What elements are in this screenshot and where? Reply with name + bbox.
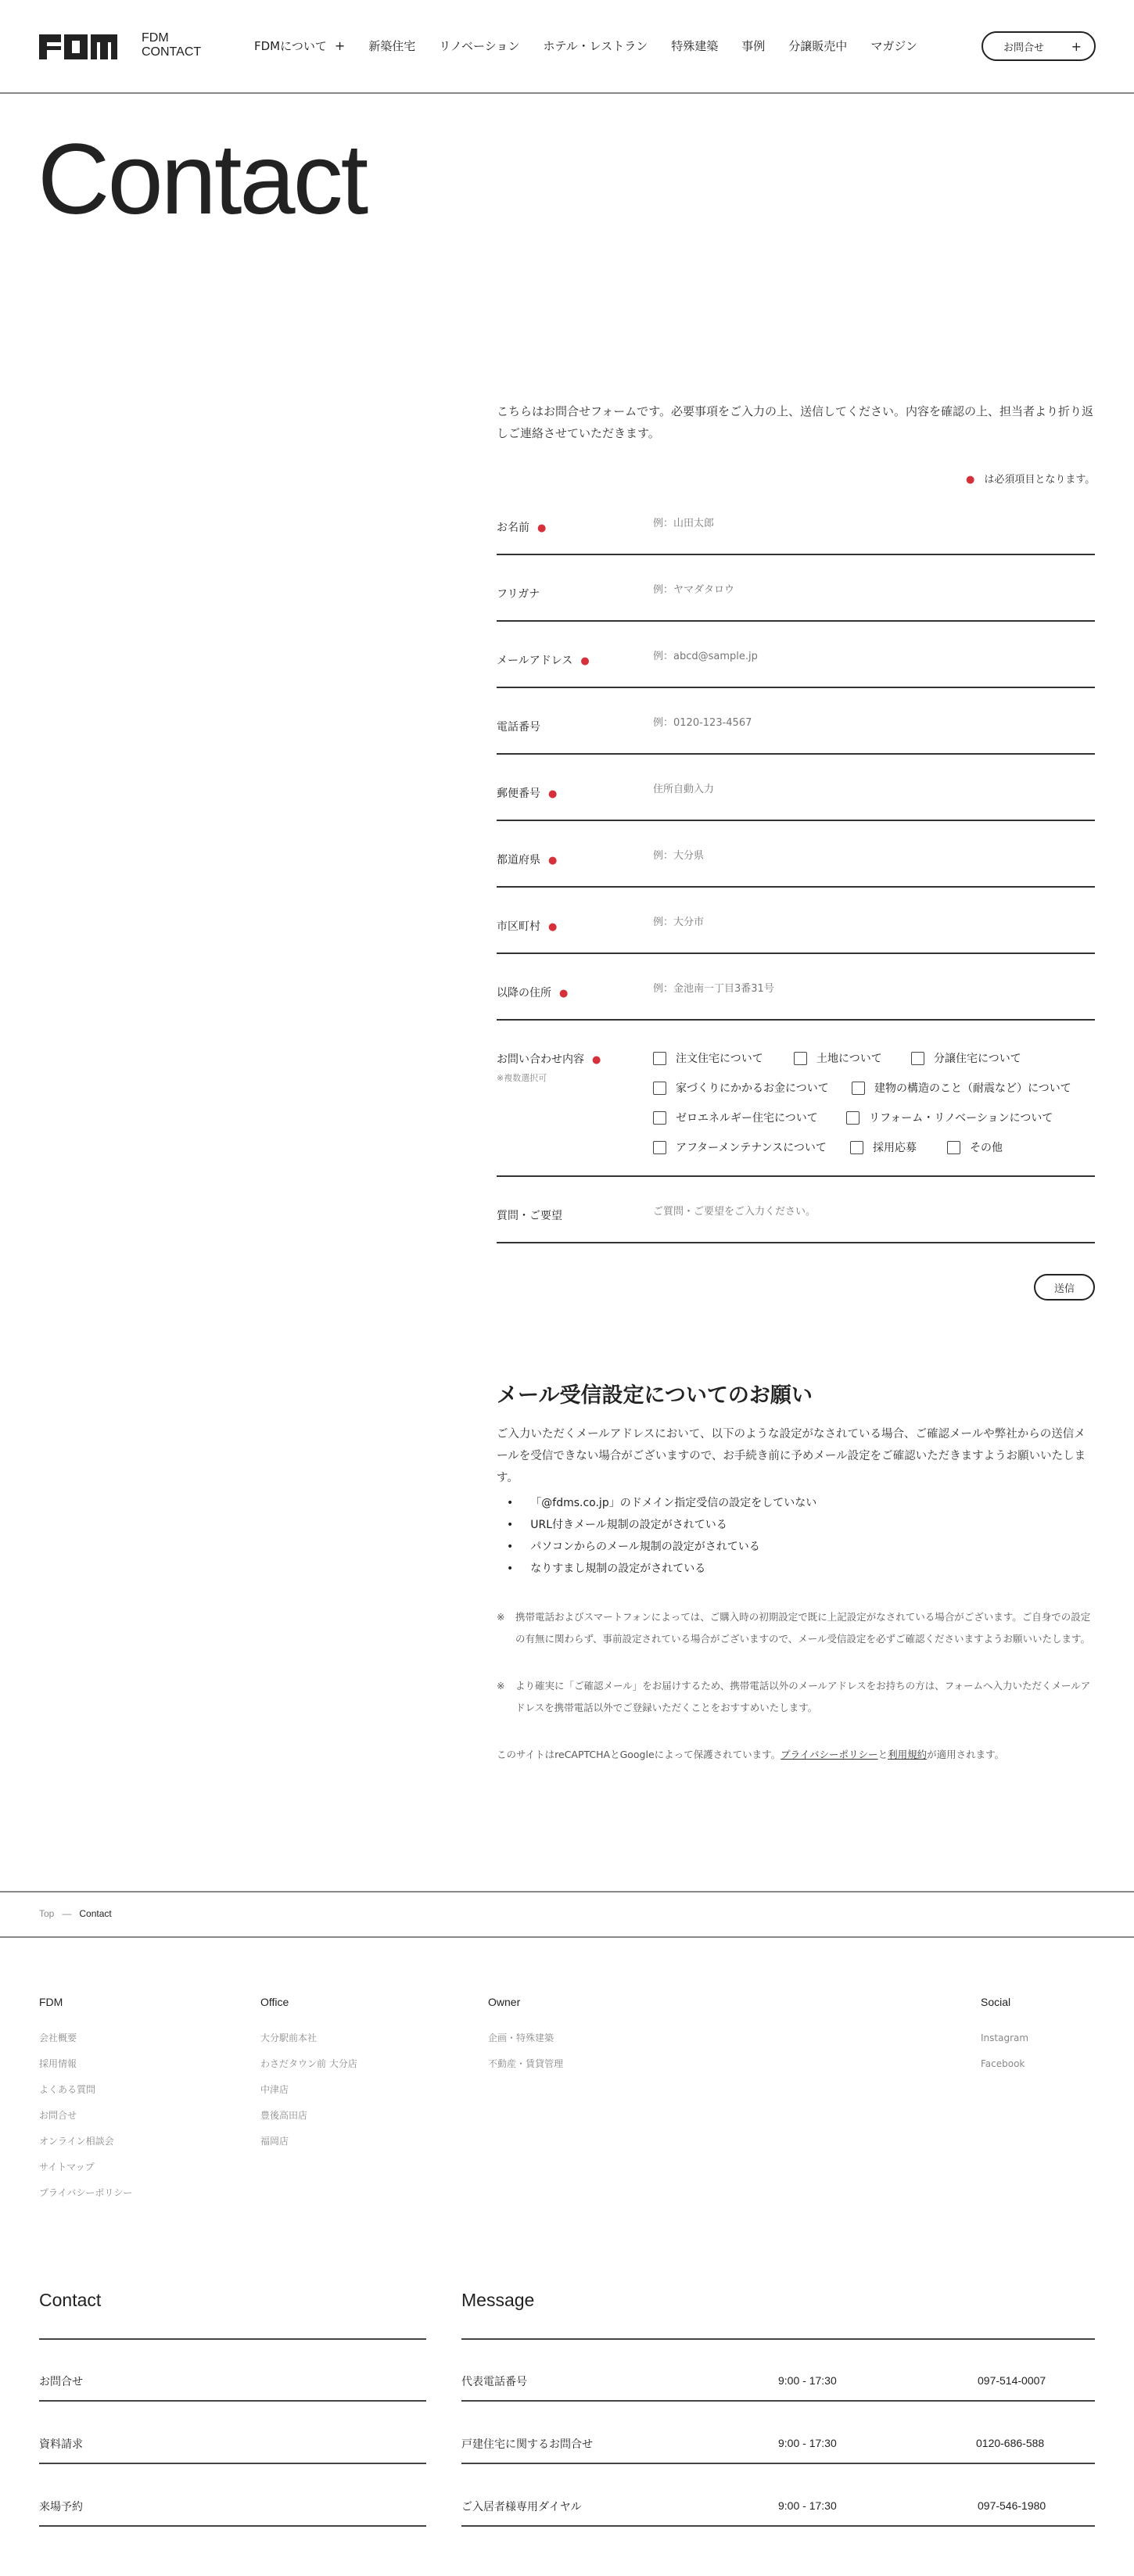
breadcrumb-current: Contact	[79, 1908, 112, 1919]
checkbox-reform[interactable]: リフォーム・リノベーションについて	[846, 1110, 1053, 1125]
footer-col-title: Office	[260, 1996, 289, 2008]
field-label: 市区町村 ●	[497, 920, 558, 933]
site-name-line2: CONTACT	[142, 45, 202, 59]
checkbox-ready-built[interactable]: 分譲住宅について	[911, 1050, 1021, 1066]
main-nav	[254, 38, 941, 54]
recaptcha-text: このサイトはreCAPTCHAとGoogleによって保護されています。	[497, 1749, 781, 1760]
checkbox-other[interactable]: その他	[947, 1139, 1003, 1155]
list-item: • URL付きメール規制の設定がされている	[507, 1514, 816, 1536]
note-text: より確実に「ご確認メール」をお届けするため、携帯電話以外のメールアドレスをお持ちの方は、フォームへ入力いただくメールアドレスを携帯電話以外でご登録いただくことをおすすめいたします。	[515, 1680, 1091, 1713]
field-message	[497, 1197, 1095, 1243]
checkbox-maintenance[interactable]: アフターメンテナンスについて	[653, 1139, 827, 1155]
checkbox-icon	[794, 1052, 807, 1065]
footer-link[interactable]: 採用情報	[39, 2058, 77, 2069]
required-note	[966, 471, 1095, 486]
fdm-logo[interactable]	[39, 34, 117, 59]
field-label: 郵便番号 ●	[497, 788, 558, 800]
field-furigana	[497, 575, 1095, 622]
nav-item-about[interactable]	[254, 38, 345, 54]
mail-note-1	[497, 1606, 1095, 1650]
recaptcha-text: と	[877, 1749, 888, 1760]
checkbox-structure[interactable]: 建物の構造のこと（耐震など）について	[852, 1080, 1071, 1096]
checkbox-land[interactable]: 土地について	[794, 1050, 882, 1066]
plus-icon: +	[1071, 39, 1082, 54]
field-city	[497, 907, 1095, 954]
divider	[461, 2400, 1095, 2402]
footer-contact-link[interactable]: 来場予約	[39, 2501, 83, 2513]
message-textarea[interactable]	[653, 1206, 1091, 1218]
phone-hours: 9:00 - 17:30	[778, 2374, 837, 2387]
note-mark: ※	[497, 1680, 505, 1692]
checkbox-icon	[850, 1141, 863, 1154]
divider	[39, 2338, 426, 2340]
checkbox-icon	[852, 1082, 865, 1095]
recaptcha-text: が適用されます。	[927, 1749, 1005, 1760]
mail-settings-title: メール受信設定についてのお願い	[497, 1383, 813, 1408]
email-input[interactable]	[653, 651, 1091, 662]
nav-item-works[interactable]: 事例	[741, 39, 766, 53]
field-email	[497, 641, 1095, 688]
footer-col-fdm	[39, 1996, 132, 2206]
footer-col-owner	[488, 1996, 563, 2077]
city-input[interactable]	[653, 917, 1091, 928]
footer-link[interactable]: 大分駅前本社	[260, 2032, 318, 2043]
checkbox-icon	[653, 1111, 666, 1125]
site-name-line1: FDM	[142, 31, 169, 45]
phone-number[interactable]: 097-514-0007	[978, 2374, 1046, 2387]
footer-link[interactable]: 不動産・賃貸管理	[488, 2058, 564, 2069]
footer-col-title: FDM	[39, 1996, 63, 2008]
divider	[39, 2463, 426, 2464]
field-label: 電話番号	[497, 721, 540, 734]
footer-col-title: Owner	[488, 1996, 521, 2008]
nav-item-special[interactable]: 特殊建築	[671, 39, 719, 53]
field-prefecture	[497, 841, 1095, 888]
furigana-input[interactable]	[653, 584, 1091, 596]
mail-settings-desc: ご入力いただくメールアドレスにおいて、以下のような設定がなされている場合、ご確認メールや弊社からの送信メールを受信できない場合がございますので、お手続き前に予めメール設定をご確認いただきますようお願いいたします。	[497, 1428, 1086, 1484]
privacy-policy-link[interactable]: プライバシーポリシー	[781, 1749, 878, 1760]
list-item: • なりすまし規制の設定がされている	[507, 1558, 816, 1580]
address-input[interactable]	[653, 983, 1091, 995]
footer-link[interactable]: 中津店	[260, 2084, 289, 2095]
field-postal	[497, 774, 1095, 821]
field-inquiry	[497, 1040, 1095, 1177]
contact-button-label: お問合せ	[1003, 41, 1045, 54]
phone-number[interactable]: 097-546-1980	[978, 2499, 1046, 2512]
footer-col-title: Social	[981, 1996, 1011, 2008]
footer-link[interactable]: よくある質問	[39, 2084, 96, 2095]
phone-label: 代表電話番号	[461, 2376, 527, 2388]
field-label: フリガナ	[497, 588, 540, 601]
footer-contact-link[interactable]: 資料請求	[39, 2438, 83, 2451]
nav-item-new-house[interactable]: 新築住宅	[368, 39, 416, 53]
nav-label: FDMについて	[254, 39, 327, 53]
footer-link[interactable]: 豊後高田店	[260, 2110, 308, 2121]
facebook-link[interactable]: Facebook	[981, 2058, 1025, 2069]
multi-select-note: ※複数選択可	[497, 1073, 547, 1083]
footer-link[interactable]: プライバシーポリシー	[39, 2187, 133, 2198]
required-note-text: は必須項目となります。	[984, 474, 1096, 486]
divider	[39, 2400, 426, 2402]
divider	[461, 2338, 1095, 2340]
checkbox-icon	[911, 1052, 924, 1065]
phone-label: 戸建住宅に関するお問合せ	[461, 2438, 593, 2451]
field-name	[497, 508, 1095, 555]
name-input[interactable]	[653, 518, 1091, 529]
footer-link[interactable]: サイトマップ	[39, 2162, 95, 2172]
divider	[461, 2525, 1095, 2527]
checkbox-order-house[interactable]: 注文住宅について	[653, 1050, 763, 1066]
breadcrumb-separator: —	[62, 1908, 72, 1919]
plus-icon: +	[334, 38, 346, 53]
phone-hours: 9:00 - 17:30	[778, 2437, 837, 2449]
postal-input[interactable]	[653, 784, 1091, 795]
phone-number[interactable]: 0120-686-588	[976, 2437, 1045, 2449]
mail-settings-list	[507, 1492, 816, 1580]
footer-link[interactable]: 企画・特殊建築	[488, 2032, 554, 2043]
list-item: • パソコンからのメール規制の設定がされている	[507, 1536, 816, 1558]
instagram-link[interactable]: Instagram	[981, 2032, 1029, 2043]
checkbox-zeh[interactable]: ゼロエネルギー住宅について	[653, 1110, 818, 1125]
phone-label: ご入居者様専用ダイヤル	[461, 2501, 582, 2513]
submit-button[interactable]: 送信	[1034, 1274, 1095, 1301]
field-phone	[497, 708, 1095, 755]
checkbox-icon	[846, 1111, 859, 1125]
footer-link[interactable]: 会社概要	[39, 2032, 77, 2043]
phone-input[interactable]	[653, 717, 1091, 729]
footer-link[interactable]: お問合せ	[39, 2110, 77, 2121]
footer-message-title: Message	[461, 2290, 535, 2310]
nav-item-hotel-restaurant[interactable]: ホテル・レストラン	[543, 39, 648, 53]
breadcrumb	[0, 1891, 1134, 1938]
prefecture-input[interactable]	[653, 850, 1091, 862]
breadcrumb-top[interactable]: Top	[39, 1908, 55, 1919]
footer-contact-link[interactable]: お問合せ	[39, 2376, 83, 2388]
site-header	[0, 0, 1134, 94]
page-title: Contact	[38, 124, 367, 235]
field-label: お問い合わせ内容 ●	[497, 1053, 601, 1066]
checkbox-recruit[interactable]: 採用応募	[850, 1139, 917, 1155]
checkbox-icon	[947, 1141, 960, 1154]
divider	[461, 2463, 1095, 2464]
divider	[39, 2525, 426, 2527]
note-text: 携帯電話およびスマートフォンによっては、ご購入時の初期設定で既に上記設定がなされている場合がございます。ご自身での設定の有無に関わらず、事前設定されている場合がございますので、メール受信設定を必ずご確認くださいますようお願いいたします。	[515, 1611, 1091, 1645]
phone-hours: 9:00 - 17:30	[778, 2499, 837, 2512]
footer-link[interactable]: わさだタウン前 大分店	[260, 2058, 357, 2069]
nav-item-renovation[interactable]: リノベーション	[439, 39, 520, 53]
footer-contact-title: Contact	[39, 2290, 102, 2310]
field-address	[497, 974, 1095, 1021]
footer-link[interactable]: オンライン相談会	[39, 2136, 114, 2147]
form-intro: こちらはお問合せフォームです。必要事項をご入力の上、送信してください。内容を確認の上、担当者より折り返しご連絡させていただきます。	[497, 404, 1094, 440]
header-contact-button[interactable]	[981, 31, 1096, 61]
note-mark: ※	[497, 1611, 505, 1623]
nav-item-for-sale[interactable]: 分譲販売中	[788, 39, 848, 53]
terms-link[interactable]: 利用規約	[888, 1749, 928, 1760]
checkbox-icon	[653, 1141, 666, 1154]
field-label: お名前 ●	[497, 522, 547, 534]
site-name	[142, 31, 201, 59]
field-label: メールアドレス ●	[497, 655, 590, 667]
checkbox-icon	[653, 1052, 666, 1065]
required-mark: ●	[966, 474, 975, 486]
footer-link[interactable]: 福岡店	[260, 2136, 289, 2147]
checkbox-icon	[653, 1082, 666, 1095]
nav-item-magazine[interactable]: マガジン	[870, 39, 917, 53]
recaptcha-notice	[497, 1747, 1004, 1761]
footer-col-office	[260, 1996, 357, 2154]
footer-col-social	[981, 1996, 1028, 2077]
list-item: • 「@fdms.co.jp」のドメイン指定受信の設定をしていない	[507, 1492, 816, 1514]
field-label: 以降の住所 ●	[497, 987, 569, 999]
field-label: 都道府県 ●	[497, 854, 558, 866]
field-label: 質問・ご要望	[497, 1210, 562, 1222]
mail-note-2	[497, 1675, 1095, 1719]
checkbox-money[interactable]: 家づくりにかかるお金について	[653, 1080, 829, 1096]
